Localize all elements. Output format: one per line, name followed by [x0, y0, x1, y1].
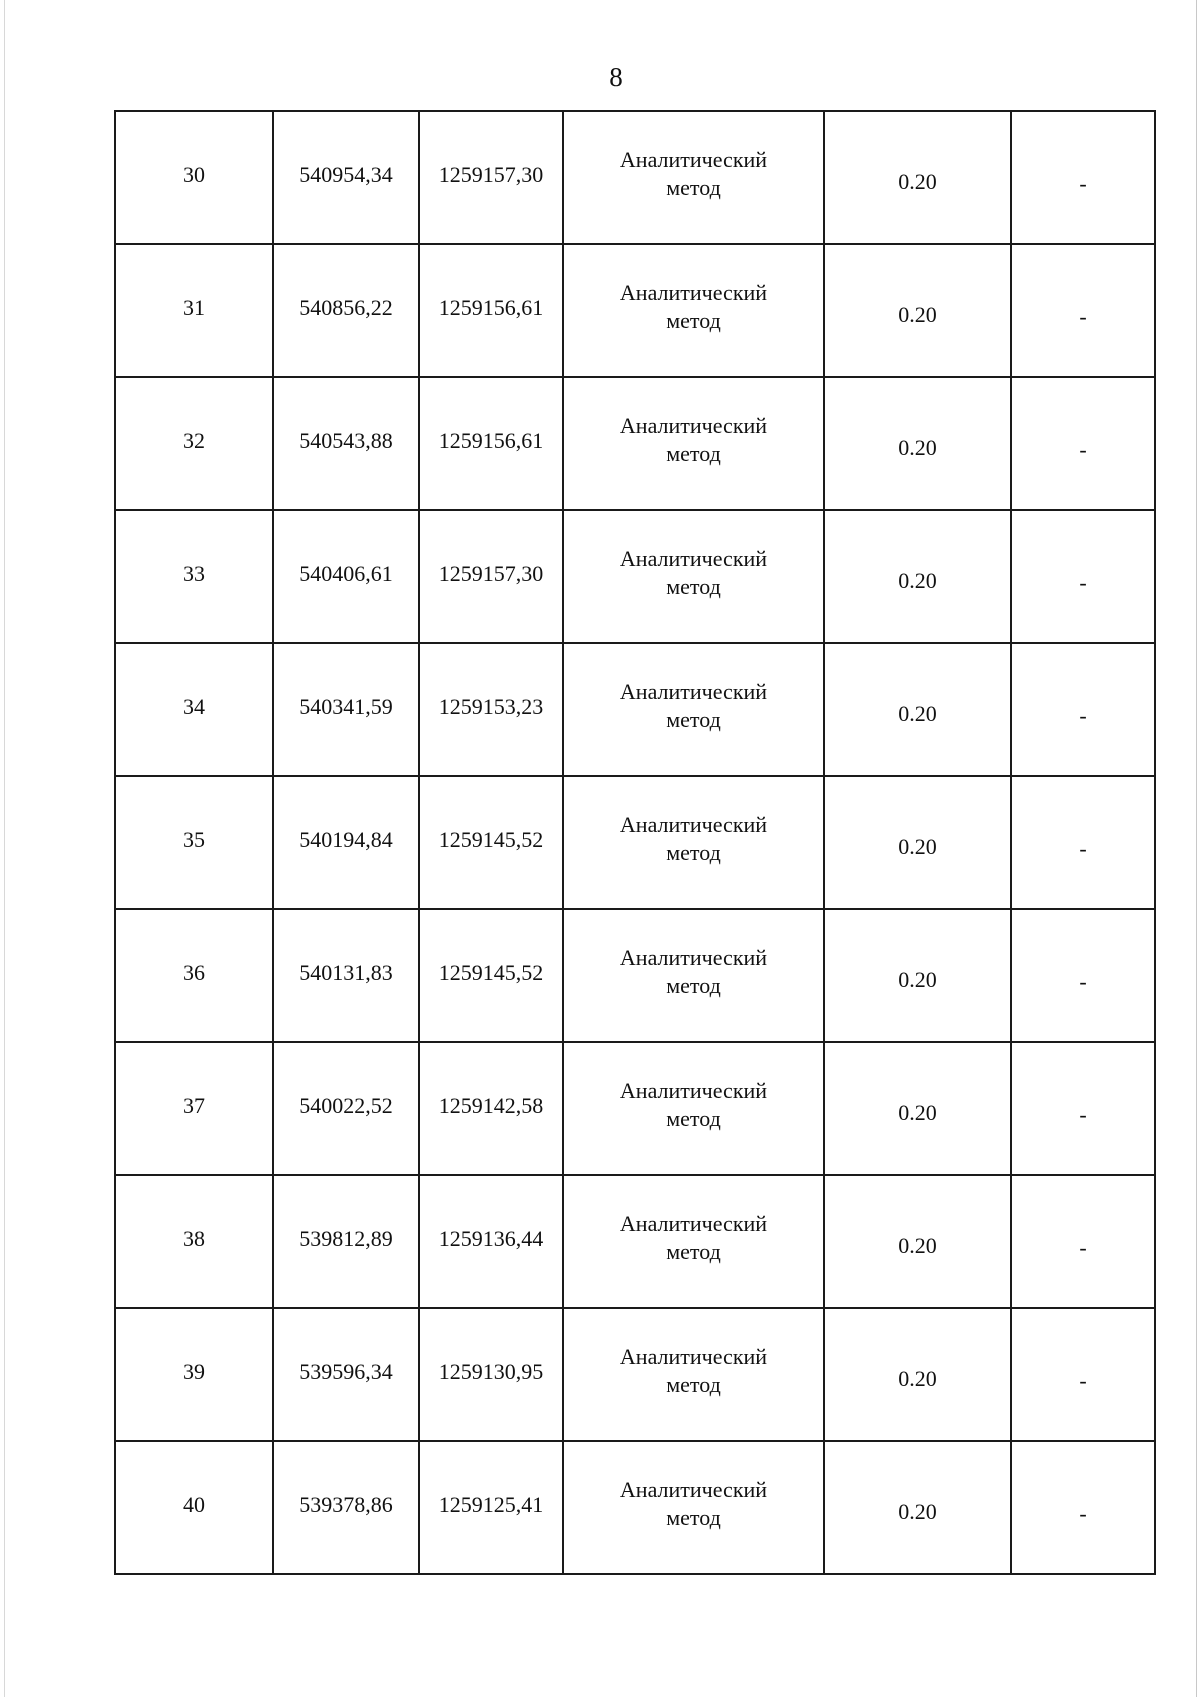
point-number-cell	[115, 1175, 273, 1308]
method-cell	[563, 776, 824, 909]
x-coordinate-cell	[273, 909, 419, 1042]
x-coordinate: 540406,61	[299, 560, 393, 586]
method-line-2: метод	[666, 573, 721, 599]
table-row	[115, 643, 1155, 776]
note-cell	[1011, 643, 1155, 776]
x-coordinate: 540954,34	[299, 161, 393, 187]
table-row	[115, 510, 1155, 643]
point-number: 36	[183, 959, 205, 985]
method-line-1: Аналитический	[619, 1210, 768, 1236]
accuracy-value: 0.20	[898, 833, 937, 859]
point-number-cell	[115, 244, 273, 377]
method-cell	[563, 643, 824, 776]
table-row	[115, 909, 1155, 1042]
point-number-cell	[115, 909, 273, 1042]
note-cell	[1011, 510, 1155, 643]
y-coordinate-cell	[419, 377, 563, 510]
accuracy-value: 0.20	[898, 1365, 937, 1391]
point-number: 33	[183, 560, 205, 586]
point-number: 32	[183, 427, 205, 453]
x-coordinate-cell	[273, 1042, 419, 1175]
note-value: -	[1079, 835, 1087, 861]
method-line-1: Аналитический	[619, 545, 768, 571]
y-coordinate-cell	[419, 1308, 563, 1441]
x-coordinate: 540341,59	[299, 693, 393, 719]
method-cell	[563, 1042, 824, 1175]
point-number-cell	[115, 111, 273, 244]
table-row	[115, 111, 1155, 244]
accuracy-cell	[824, 111, 1011, 244]
coordinates-table-body	[115, 111, 1155, 1574]
y-coordinate-cell	[419, 510, 563, 643]
point-number: 40	[183, 1491, 205, 1517]
point-number-cell	[115, 643, 273, 776]
method-cell	[563, 1175, 824, 1308]
note-value: -	[1079, 1500, 1087, 1526]
point-number: 31	[183, 294, 205, 320]
method-line-2: метод	[666, 839, 721, 865]
y-coordinate: 1259145,52	[438, 959, 544, 985]
note-cell	[1011, 776, 1155, 909]
accuracy-value: 0.20	[898, 1099, 937, 1125]
note-value: -	[1079, 968, 1087, 994]
x-coordinate: 539596,34	[299, 1358, 393, 1384]
point-number-cell	[115, 1042, 273, 1175]
point-number-cell	[115, 377, 273, 510]
method-line-1: Аналитический	[619, 146, 768, 172]
method-cell	[563, 244, 824, 377]
method-line-2: метод	[666, 972, 721, 998]
note-cell	[1011, 111, 1155, 244]
note-cell	[1011, 909, 1155, 1042]
accuracy-value: 0.20	[898, 700, 937, 726]
method-line-2: метод	[666, 440, 721, 466]
accuracy-cell	[824, 377, 1011, 510]
y-coordinate: 1259156,61	[438, 427, 544, 453]
table-row	[115, 1175, 1155, 1308]
y-coordinate: 1259157,30	[438, 161, 544, 187]
accuracy-cell	[824, 909, 1011, 1042]
y-coordinate-cell	[419, 1441, 563, 1574]
table-row	[115, 377, 1155, 510]
note-value: -	[1079, 702, 1087, 728]
page-number: 8	[609, 62, 623, 92]
method-line-2: метод	[666, 1371, 721, 1397]
method-line-2: метод	[666, 174, 721, 200]
x-coordinate: 539812,89	[299, 1225, 393, 1251]
table-row	[115, 1042, 1155, 1175]
x-coordinate-cell	[273, 244, 419, 377]
y-coordinate: 1259145,52	[438, 826, 544, 852]
accuracy-cell	[824, 1175, 1011, 1308]
point-number-cell	[115, 1441, 273, 1574]
method-line-1: Аналитический	[619, 1077, 768, 1103]
table-row	[115, 1308, 1155, 1441]
coordinates-table	[114, 110, 1156, 1575]
note-value: -	[1079, 1367, 1087, 1393]
accuracy-cell	[824, 1441, 1011, 1574]
method-line-2: метод	[666, 706, 721, 732]
note-value: -	[1079, 170, 1087, 196]
x-coordinate: 540022,52	[299, 1092, 393, 1118]
x-coordinate: 540131,83	[299, 959, 393, 985]
accuracy-value: 0.20	[898, 966, 937, 992]
method-line-2: метод	[666, 1105, 721, 1131]
method-line-1: Аналитический	[619, 1343, 768, 1369]
point-number: 38	[183, 1225, 205, 1251]
method-cell	[563, 111, 824, 244]
accuracy-value: 0.20	[898, 301, 937, 327]
method-cell	[563, 1441, 824, 1574]
accuracy-cell	[824, 1042, 1011, 1175]
scan-margin-line	[1196, 0, 1197, 1697]
x-coordinate-cell	[273, 776, 419, 909]
note-cell	[1011, 1441, 1155, 1574]
y-coordinate-cell	[419, 111, 563, 244]
note-cell	[1011, 1175, 1155, 1308]
method-line-1: Аналитический	[619, 811, 768, 837]
accuracy-value: 0.20	[898, 1232, 937, 1258]
x-coordinate: 540856,22	[299, 294, 393, 320]
accuracy-cell	[824, 244, 1011, 377]
y-coordinate-cell	[419, 244, 563, 377]
note-value: -	[1079, 436, 1087, 462]
method-cell	[563, 510, 824, 643]
method-line-1: Аналитический	[619, 279, 768, 305]
y-coordinate: 1259130,95	[438, 1358, 544, 1384]
y-coordinate: 1259156,61	[438, 294, 544, 320]
y-coordinate: 1259153,23	[438, 693, 544, 719]
method-line-2: метод	[666, 1238, 721, 1264]
point-number: 30	[183, 161, 205, 187]
method-cell	[563, 1308, 824, 1441]
method-cell	[563, 909, 824, 1042]
y-coordinate: 1259142,58	[438, 1092, 544, 1118]
y-coordinate-cell	[419, 1175, 563, 1308]
y-coordinate-cell	[419, 1042, 563, 1175]
accuracy-value: 0.20	[898, 434, 937, 460]
y-coordinate-cell	[419, 643, 563, 776]
note-cell	[1011, 1042, 1155, 1175]
method-line-1: Аналитический	[619, 944, 768, 970]
note-value: -	[1079, 569, 1087, 595]
point-number-cell	[115, 776, 273, 909]
method-line-1: Аналитический	[619, 412, 768, 438]
y-coordinate: 1259136,44	[438, 1225, 544, 1251]
x-coordinate-cell	[273, 111, 419, 244]
point-number-cell	[115, 510, 273, 643]
accuracy-value: 0.20	[898, 168, 937, 194]
accuracy-cell	[824, 643, 1011, 776]
y-coordinate: 1259125,41	[438, 1491, 544, 1517]
x-coordinate-cell	[273, 643, 419, 776]
accuracy-value: 0.20	[898, 1498, 937, 1524]
point-number: 35	[183, 826, 205, 852]
scan-margin-line	[4, 0, 5, 1697]
point-number: 37	[183, 1092, 205, 1118]
x-coordinate-cell	[273, 510, 419, 643]
accuracy-value: 0.20	[898, 567, 937, 593]
accuracy-cell	[824, 510, 1011, 643]
note-value: -	[1079, 1101, 1087, 1127]
method-line-2: метод	[666, 1504, 721, 1530]
accuracy-cell	[824, 776, 1011, 909]
x-coordinate-cell	[273, 1308, 419, 1441]
note-value: -	[1079, 303, 1087, 329]
note-cell	[1011, 377, 1155, 510]
y-coordinate-cell	[419, 909, 563, 1042]
table-row	[115, 1441, 1155, 1574]
x-coordinate: 540543,88	[299, 427, 393, 453]
x-coordinate-cell	[273, 377, 419, 510]
y-coordinate-cell	[419, 776, 563, 909]
method-line-2: метод	[666, 307, 721, 333]
x-coordinate-cell	[273, 1441, 419, 1574]
accuracy-cell	[824, 1308, 1011, 1441]
y-coordinate: 1259157,30	[438, 560, 544, 586]
table-row	[115, 244, 1155, 377]
note-value: -	[1079, 1234, 1087, 1260]
note-cell	[1011, 244, 1155, 377]
method-cell	[563, 377, 824, 510]
x-coordinate-cell	[273, 1175, 419, 1308]
note-cell	[1011, 1308, 1155, 1441]
x-coordinate: 539378,86	[299, 1491, 393, 1517]
table-row	[115, 776, 1155, 909]
point-number: 39	[183, 1358, 205, 1384]
method-line-1: Аналитический	[619, 1476, 768, 1502]
method-line-1: Аналитический	[619, 678, 768, 704]
point-number: 34	[183, 693, 205, 719]
x-coordinate: 540194,84	[299, 826, 393, 852]
point-number-cell	[115, 1308, 273, 1441]
